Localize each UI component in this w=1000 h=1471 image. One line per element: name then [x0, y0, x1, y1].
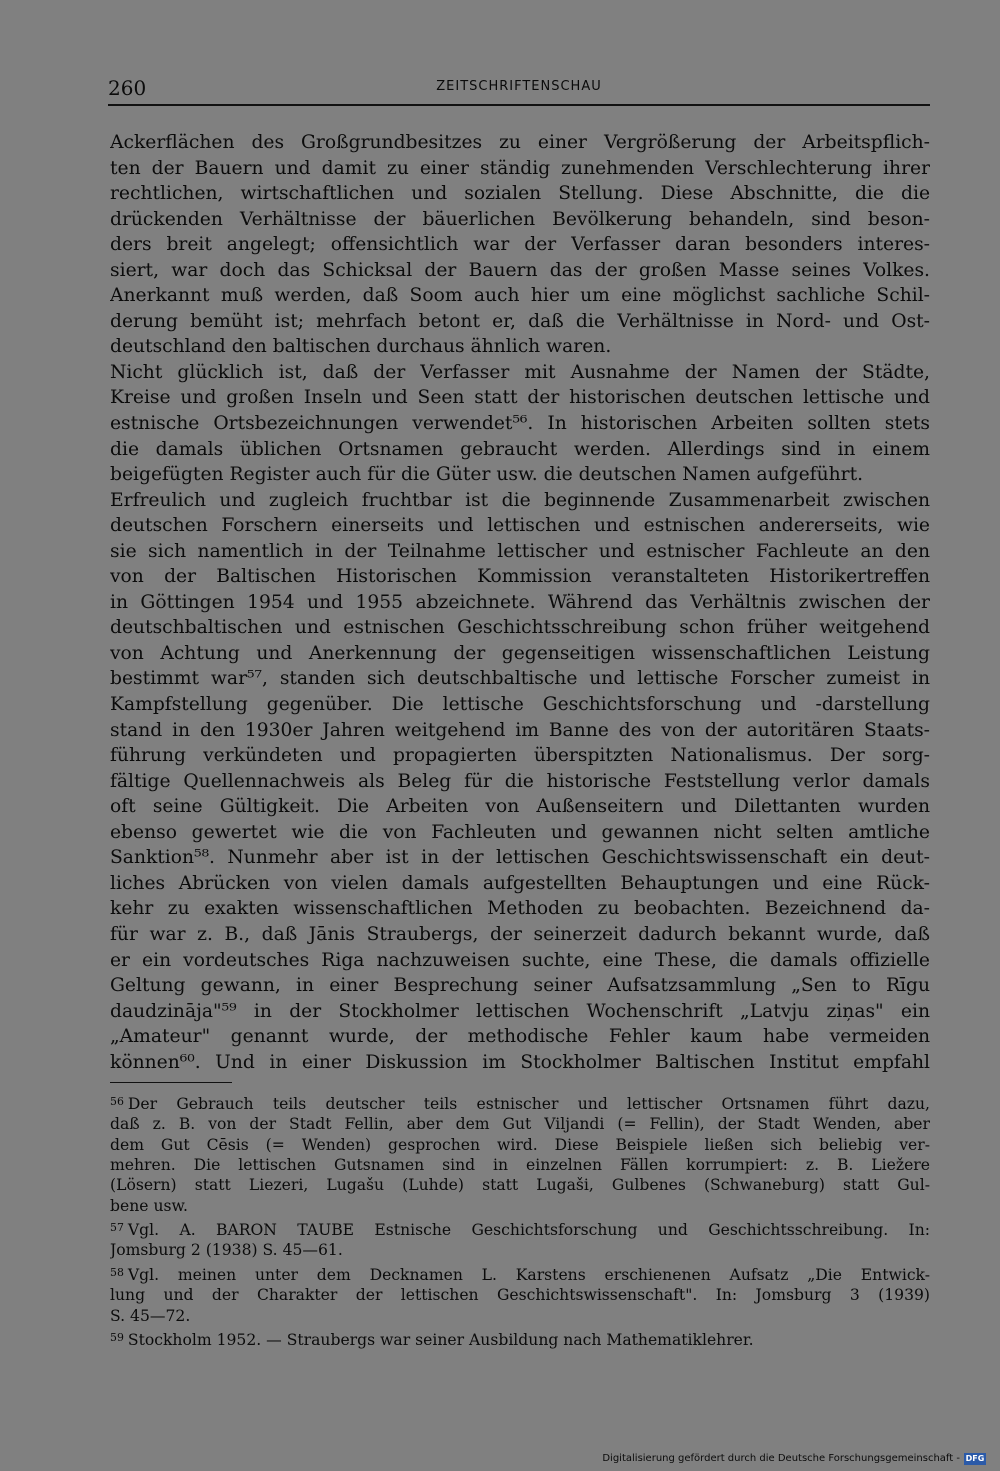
- footnote-mark: 56: [110, 1095, 124, 1108]
- text-line: Ackerflächen des Großgrundbesitzes zu einer Vergrößerung der Arbeitspflich-: [110, 132, 930, 153]
- text-line: derung bemüht ist; mehrfach betont er, daß die Verhältnisse in Nord- und Ost-: [110, 310, 930, 332]
- footnote-text: Stockholm 1952. — Straubergs war seiner Ausbildung nach Mathematiklehrer.: [127, 1330, 754, 1349]
- footnote-text: Der Gebrauch teils deutscher teils estnischer und lettischer Ortsnamen führt dazu,: [127, 1094, 930, 1113]
- footnote-56: [110, 1092, 930, 1216]
- footnote-line: [110, 1263, 930, 1285]
- text-line: sie sich namentlich in der Teilnahme lettischer und estnischer Fachleute an den: [110, 540, 930, 562]
- page-header: [108, 76, 930, 106]
- text-line: für war z. B., daß Jānis Straubergs, der seinerzeit dadurch bekannt wurde, daß: [110, 923, 930, 945]
- text-line: bestimmt war⁵⁷, standen sich deutschbaltische und lettische Forscher zumeist in: [110, 668, 930, 690]
- footnote-57: [110, 1218, 930, 1261]
- digitization-credit: [602, 1451, 986, 1467]
- footnote-line: bene usw.: [110, 1196, 188, 1215]
- text-line: ebenso gewertet wie die von Fachleuten und gewannen nicht selten amtliche: [110, 821, 930, 843]
- text-line: Nicht glücklich ist, daß der Verfasser mit Ausnahme der Namen der Städte,: [110, 361, 930, 383]
- running-head: ZEITSCHRIFTENSCHAU: [436, 79, 602, 94]
- footnote-line: [110, 1218, 930, 1240]
- footnote-line: lung und der Charakter der lettischen Geschichtswissenschaft". In: Jomsburg 3 (1939): [110, 1286, 930, 1305]
- page-number: 260: [108, 76, 147, 100]
- text-line: ders breit angelegt; offensichtlich war der Verfasser daran besonders interes-: [110, 234, 930, 256]
- footnote-text: Vgl. A. BARON TAUBE Estnische Geschichtsforschung und Geschichtsschreibung. In:: [127, 1221, 930, 1240]
- text-line: beigefügten Register auch für die Güter usw. die deutschen Namen aufgeführt.: [110, 464, 864, 486]
- footnotes: [110, 1092, 930, 1352]
- footnote-mark: 57: [110, 1221, 124, 1235]
- text-line: führung verkündeten und propagierten überspitzten Nationalismus. Der sorg-: [110, 745, 930, 767]
- footnote-mark: 58: [110, 1265, 124, 1279]
- text-line: in Göttingen 1954 und 1955 abzeichnete. Während das Verhältnis zwischen der: [110, 591, 930, 613]
- text-line: siert, war doch das Schicksal der Bauern das der großen Masse seines Volkes.: [110, 259, 930, 281]
- text-line: von Achtung und Anerkennung der gegenseitigen wissenschaftlichen Leistung: [110, 642, 930, 664]
- text-line: oft seine Gültigkeit. Die Arbeiten von Außenseitern und Dilettanten wurden: [110, 796, 930, 818]
- text-line: Kreise und großen Inseln und Seen statt der historischen deutschen lettische und: [110, 387, 930, 409]
- footnote-line: Jomsburg 2 (1938) S. 45—61.: [110, 1241, 343, 1260]
- text-line: die damals üblichen Ortsnamen gebraucht werden. Allerdings sind in einem: [110, 438, 930, 460]
- text-line: können⁶⁰. Und in einer Diskussion im Stockholmer Baltischen Institut empfahl: [110, 1051, 930, 1073]
- text-line: kehr zu exakten wissenschaftlichen Methoden zu beobachten. Bezeichnend da-: [110, 898, 930, 920]
- footnote-line: daß z. B. von der Stadt Fellin, aber dem Gut Viljandi (= Fellin), der Stadt Wenden, aber: [110, 1115, 930, 1134]
- text-line: Erfreulich und zugleich fruchtbar ist die beginnende Zusammenarbeit zwischen: [110, 489, 930, 511]
- text-line: drückenden Verhältnisse der bäuerlichen Bevölkerung behandeln, sind beson-: [110, 208, 930, 230]
- text-line: „Amateur" genannt wurde, der methodische Fehler kaum habe vermeiden: [110, 1026, 930, 1048]
- text-line: fältige Quellennachweis als Beleg für die historische Feststellung verlor damals: [110, 770, 930, 792]
- paragraph-1: [110, 130, 930, 360]
- footnote-mark: 59: [110, 1330, 124, 1344]
- text-line: Sanktion⁵⁸. Nunmehr aber ist in der lettischen Geschichtswissenschaft ein deut-: [110, 847, 930, 869]
- body-text: [110, 130, 930, 1075]
- text-line: deutschbaltischen und estnischen Geschichtsschreibung schon früher weitgehend: [110, 617, 930, 639]
- dfg-logo-icon: DFG: [965, 1454, 985, 1463]
- footnote-line: [110, 1092, 930, 1114]
- text-line: deutschland den baltischen durchaus ähnlich waren.: [110, 336, 612, 358]
- credit-text: Digitalisierung gefördert durch die Deutsche Forschungsgemeinschaft -: [602, 1453, 960, 1464]
- text-line: estnische Ortsbezeichnungen verwendet⁵⁶. In historischen Arbeiten sollten stets: [110, 413, 930, 435]
- text-line: liches Abrücken von vielen damals aufgestellten Behauptungen und eine Rück-: [110, 872, 930, 894]
- text-line: deutschen Forschern einerseits und lettischen und estnischen andererseits, wie: [110, 515, 930, 537]
- text-line: stand in den 1930er Jahren weitgehend im Banne des von der autoritären Staats-: [110, 719, 930, 741]
- text-line: ten der Bauern und damit zu einer ständig zunehmenden Verschlechterung ihrer: [110, 157, 930, 179]
- text-line: er ein vordeutsches Riga nachzuweisen suchte, eine These, die damals offizielle: [110, 949, 930, 971]
- footnote-text: Vgl. meinen unter dem Decknamen L. Karstens erschienenen Aufsatz „Die Entwick-: [127, 1265, 930, 1284]
- paragraph-3: [110, 488, 930, 1076]
- paragraph-2: [110, 360, 930, 488]
- footnote-59: [110, 1328, 930, 1350]
- text-line: von der Baltischen Historischen Kommission veranstalteten Historikertreffen: [110, 566, 930, 588]
- text-line: Geltung gewann, in einer Besprechung seiner Aufsatzsammlung „Sen to Rīgu: [110, 975, 930, 997]
- footnote-58: [110, 1263, 930, 1326]
- footnote-line: (Lösern) statt Liezeri, Lugašu (Luhde) statt Lugaši, Gulbenes (Schwaneburg) statt Gul-: [110, 1176, 930, 1195]
- text-line: rechtlichen, wirtschaftlichen und sozialen Stellung. Diese Abschnitte, die die: [110, 183, 930, 205]
- text-line: Kampfstellung gegenüber. Die lettische Geschichtsforschung und -darstellung: [110, 694, 930, 716]
- text-line: Anerkannt muß werden, daß Soom auch hier um eine möglichst sachliche Schil-: [110, 285, 930, 307]
- text-line: daudzināja"⁵⁹ in der Stockholmer lettischen Wochenschrift „Latvju ziņas" ein: [110, 1000, 930, 1022]
- footnote-separator: [110, 1082, 232, 1083]
- footnote-line: S. 45—72.: [110, 1306, 191, 1325]
- footnote-line: mehren. Die lettischen Gutsnamen sind in einzelnen Fällen korrumpiert: z. B. Liežere: [110, 1156, 930, 1175]
- footnote-line: [110, 1328, 930, 1350]
- footnote-line: dem Gut Cēsis (= Wenden) gesprochen wird. Diese Beispiele ließen sich beliebig ver-: [110, 1135, 930, 1154]
